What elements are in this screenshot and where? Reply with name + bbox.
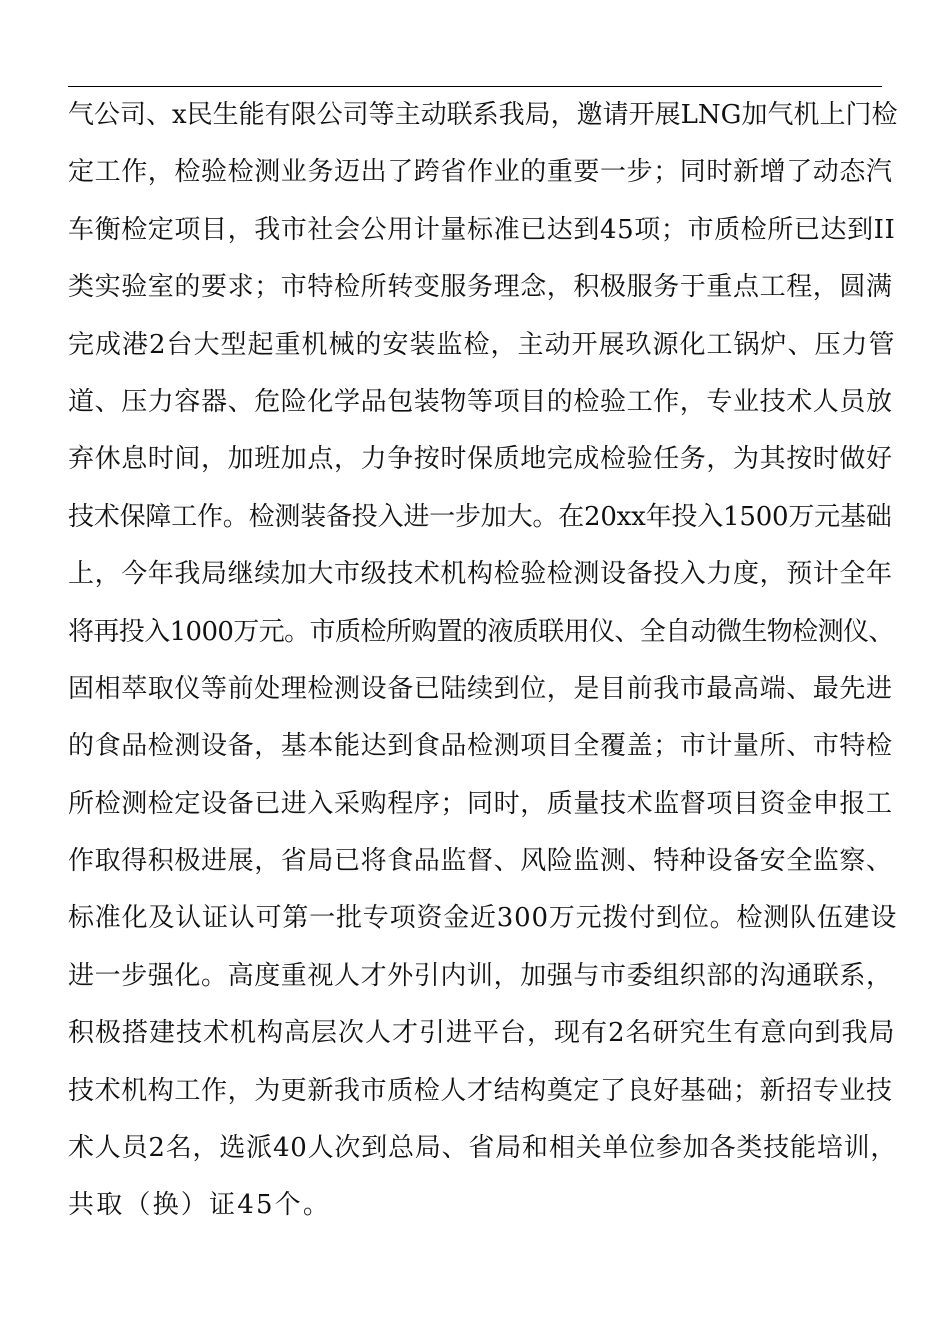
- text-line: 标准化及认证认可第一批专项资金近300万元拨付到位。检测队伍建设: [68, 903, 898, 934]
- text-line: 弃休息时间，加班加点，力争按时保质地完成检验任务，为其按时做好: [68, 444, 893, 475]
- text-line: 技术机构工作，为更新我市质检人才结构奠定了良好基础；新招专业技: [68, 1075, 893, 1106]
- text-line: 术人员2名，选派40人次到总局、省局和相关单位参加各类技能培训，: [68, 1133, 898, 1164]
- text-line: 积极搭建技术机构高层次人才引进平台，现有2名研究生有意向到我局: [68, 1018, 896, 1049]
- text-line: 共取（换）证45个。: [68, 1190, 332, 1221]
- text-line: 气公司、x民生能有限公司等主动联系我局，邀请开展LNG加气机上门检: [68, 100, 898, 130]
- text-line: 固相萃取仪等前处理检测设备已陆续到位，是目前我市最高端、最先进: [68, 673, 893, 704]
- text-line: 所检测检定设备已进入采购程序；同时，质量技术监督项目资金申报工: [68, 788, 893, 819]
- text-line: 作取得积极进展，省局已将食品监督、风险监测、特种设备安全监察、: [68, 846, 893, 877]
- text-line: 进一步强化。高度重视人才外引内训，加强与市委组织部的沟通联系，: [68, 960, 893, 991]
- text-line: 上，今年我局继续加大市级技术机构检验检测设备投入力度，预计全年: [68, 559, 893, 590]
- text-line: 车衡检定项目，我市社会公用计量标准已达到45项；市质检所已达到II: [68, 214, 896, 245]
- body-paragraph: [68, 94, 898, 1242]
- text-line: 定工作，检验检测业务迈出了跨省作业的重要一步；同时新增了动态汽: [68, 157, 893, 188]
- header-rule: [68, 86, 882, 87]
- text-line: 道、压力容器、危险化学品包装物等项目的检验工作，专业技术人员放: [68, 386, 893, 417]
- text-line: 类实验室的要求；市特检所转变服务理念，积极服务于重点工程，圆满: [68, 272, 893, 303]
- text-line: 的食品检测设备，基本能达到食品检测项目全覆盖；市计量所、市特检: [68, 731, 893, 762]
- text-line: 将再投入1000万元。市质检所购置的液质联用仪、全自动微生物检测仪、: [68, 616, 894, 647]
- text-line: 完成港2台大型起重机械的安装监检，主动开展玖源化工锅炉、压力管: [68, 329, 896, 360]
- text-line: 技术保障工作。检测装备投入进一步加大。在20xx年投入1500万元基础: [68, 501, 892, 532]
